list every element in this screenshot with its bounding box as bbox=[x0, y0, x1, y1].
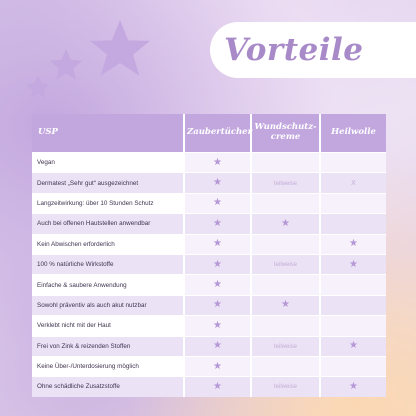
table-row bbox=[32, 295, 386, 315]
table-row bbox=[32, 254, 386, 274]
cell-zaubertuecher bbox=[184, 254, 251, 274]
table-row bbox=[32, 275, 386, 295]
comparison-table bbox=[32, 114, 386, 397]
cell-zaubertuecher bbox=[184, 153, 251, 173]
star-icon: ★ bbox=[349, 258, 358, 270]
feature-label: Dermatest „Sehr gut“ ausgezeichnet bbox=[32, 173, 184, 193]
star-icon: ★ bbox=[349, 238, 358, 250]
star-icon: ★ bbox=[349, 340, 358, 352]
cell-wundschutzcreme bbox=[251, 377, 320, 397]
star-icon: ★ bbox=[213, 319, 222, 331]
feature-label: Auch bei offenen Hautstellen anwendbar bbox=[32, 214, 184, 234]
cell-zaubertuecher bbox=[184, 356, 251, 376]
table-row bbox=[32, 193, 386, 213]
cell-heilwolle bbox=[320, 254, 386, 274]
star-icon bbox=[90, 20, 150, 76]
cell-wundschutzcreme bbox=[251, 254, 320, 274]
cell-wundschutzcreme bbox=[251, 234, 320, 254]
table-row bbox=[32, 336, 386, 356]
feature-label: Frei von Zink & reizenden Stoffen bbox=[32, 336, 184, 356]
header-heilwolle: Heilwolle bbox=[320, 114, 386, 153]
partial-label: teilweise bbox=[273, 343, 297, 350]
cell-zaubertuecher bbox=[184, 173, 251, 193]
star-icon: ★ bbox=[213, 360, 222, 372]
table-row bbox=[32, 316, 386, 336]
cell-zaubertuecher bbox=[184, 377, 251, 397]
star-icon: ★ bbox=[281, 299, 290, 311]
star-icon: ★ bbox=[213, 197, 222, 209]
cell-heilwolle bbox=[320, 234, 386, 254]
feature-label: 100 % natürliche Wirkstoffe bbox=[32, 254, 184, 274]
star-icon: ★ bbox=[349, 380, 358, 392]
table-row bbox=[32, 153, 386, 173]
table-header-row bbox=[32, 114, 386, 153]
star-icon: ★ bbox=[213, 380, 222, 392]
cell-heilwolle bbox=[320, 193, 386, 213]
cell-wundschutzcreme bbox=[251, 193, 320, 213]
table-row bbox=[32, 234, 386, 254]
star-icon: ★ bbox=[213, 340, 222, 352]
star-icon: ★ bbox=[213, 279, 222, 291]
partial-label: teilweise bbox=[273, 262, 297, 269]
feature-label: Vegan bbox=[32, 153, 184, 173]
star-icon: ★ bbox=[213, 156, 222, 168]
cell-zaubertuecher bbox=[184, 336, 251, 356]
cell-wundschutzcreme bbox=[251, 275, 320, 295]
feature-label: Kein Abwischen erforderlich bbox=[32, 234, 184, 254]
partial-label: teilweise bbox=[273, 384, 297, 391]
feature-label: Sowohl präventiv als auch akut nutzbar bbox=[32, 295, 184, 315]
cell-heilwolle bbox=[320, 153, 386, 173]
cell-zaubertuecher bbox=[184, 316, 251, 336]
header-wundschutzcreme: Wundschutz-creme bbox=[251, 114, 320, 153]
header-zaubertuecher: Zaubertücher bbox=[184, 114, 251, 153]
table-row bbox=[32, 377, 386, 397]
feature-label: Einfache & saubere Anwendung bbox=[32, 275, 184, 295]
cross-mark: X bbox=[351, 179, 356, 187]
star-icon bbox=[50, 49, 82, 80]
star-icon: ★ bbox=[213, 177, 222, 189]
feature-label: Verklebt nicht mit der Haut bbox=[32, 316, 184, 336]
cell-wundschutzcreme bbox=[251, 316, 320, 336]
star-icon: ★ bbox=[213, 217, 222, 229]
cell-zaubertuecher bbox=[184, 214, 251, 234]
cell-zaubertuecher bbox=[184, 193, 251, 213]
feature-label: Ohne schädliche Zusatzstoffe bbox=[32, 377, 184, 397]
table-row bbox=[32, 214, 386, 234]
cell-heilwolle bbox=[320, 356, 386, 376]
table-row bbox=[32, 356, 386, 376]
table-row bbox=[32, 173, 386, 193]
cell-heilwolle bbox=[320, 377, 386, 397]
cell-wundschutzcreme bbox=[251, 153, 320, 173]
star-icon: ★ bbox=[281, 217, 290, 229]
cell-wundschutzcreme bbox=[251, 173, 320, 193]
cell-zaubertuecher bbox=[184, 295, 251, 315]
header-usp: USP bbox=[32, 114, 184, 153]
cell-zaubertuecher bbox=[184, 234, 251, 254]
cell-heilwolle bbox=[320, 316, 386, 336]
star-icon: ★ bbox=[213, 299, 222, 311]
star-icon: ★ bbox=[213, 238, 222, 250]
cell-wundschutzcreme bbox=[251, 356, 320, 376]
star-icon bbox=[27, 76, 50, 98]
page-title: Vorteile bbox=[224, 32, 364, 68]
cell-heilwolle bbox=[320, 275, 386, 295]
cell-wundschutzcreme bbox=[251, 336, 320, 356]
cell-heilwolle bbox=[320, 336, 386, 356]
decorative-stars bbox=[0, 0, 200, 120]
cell-heilwolle bbox=[320, 295, 386, 315]
cell-heilwolle bbox=[320, 173, 386, 193]
cell-wundschutzcreme bbox=[251, 295, 320, 315]
feature-label: Keine Über-/Unterdosierung möglich bbox=[32, 356, 184, 376]
star-icon: ★ bbox=[213, 258, 222, 270]
cell-wundschutzcreme bbox=[251, 214, 320, 234]
feature-label: Langzeitwirkung: über 10 Stunden Schutz bbox=[32, 193, 184, 213]
partial-label: teilweise bbox=[273, 180, 297, 187]
cell-zaubertuecher bbox=[184, 275, 251, 295]
cell-heilwolle bbox=[320, 214, 386, 234]
title-banner bbox=[210, 22, 416, 78]
